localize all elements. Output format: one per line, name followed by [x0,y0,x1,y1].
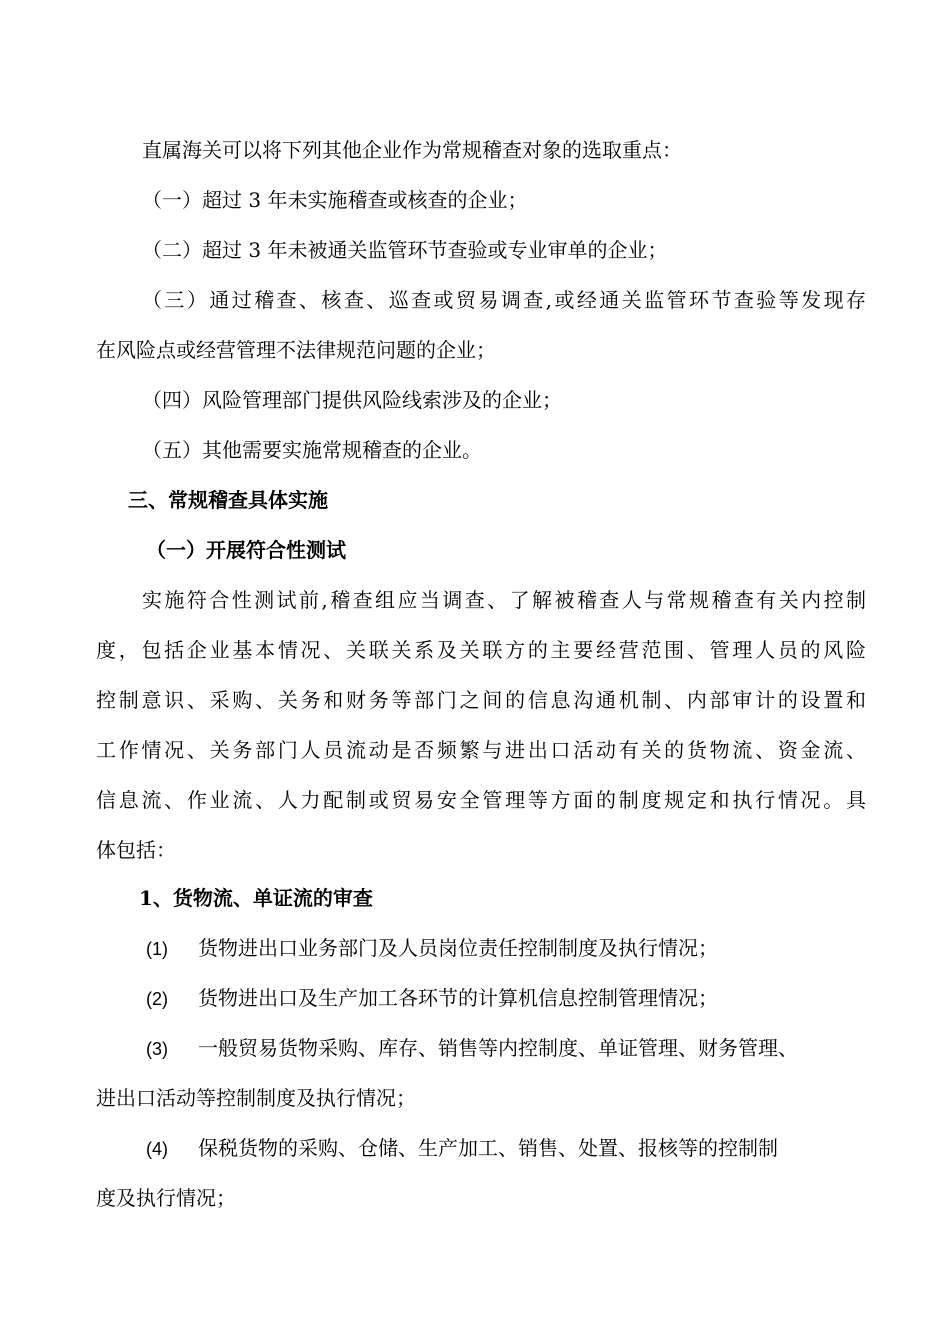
item-text: 一般贸易货物采购、库存、销售等内控制度、单证管理、财务管理、 [198,1036,798,1060]
numbered-item [142,1135,912,1162]
item-text: 货物进出口及生产加工各环节的计算机信息控制管理情况； [198,986,718,1010]
list-item: （五）其他需要实施常规稽查的企业。 [142,438,482,462]
list-item-continuation: 在风险点或经营管理不法律规范问题的企业； [96,338,496,362]
list-item: （三）通过稽查、核查、巡查或贸易调查,或经通关监管环节查验等发现存 [142,288,866,312]
numbered-item [142,935,912,962]
intro-line: 直属海关可以将下列其他企业作为常规稽查对象的选取重点： [142,138,682,162]
numbered-item-continuation: 进出口活动等控制制度及执行情况； [96,1086,416,1110]
item-heading: 1、货物流、单证流的审查 [139,886,373,910]
paragraph-line: 实施符合性测试前,稽查组应当调查、了解被稽查人与常规稽查有关内控制 [142,588,866,612]
paragraph-line: 工作情况、关务部门人员流动是否频繁与进出口活动有关的货物流、资金流、 [96,738,866,762]
item-text: 货物进出口业务部门及人员岗位责任控制制度及执行情况； [198,936,718,960]
list-item: （二）超过 3 年未被通关监管环节查验或专业审单的企业； [142,238,668,262]
list-item: （一）超过 3 年未实施稽查或核查的企业； [142,188,528,212]
item-number: (2) [146,989,168,1009]
sub-heading: （一）开展符合性测试 [146,538,346,562]
item-number: (3) [146,1039,168,1059]
numbered-item-continuation: 度及执行情况； [96,1186,236,1210]
paragraph-line: 体包括： [96,838,176,862]
item-text: 保税货物的采购、仓储、生产加工、销售、处置、报核等的控制制 [198,1136,778,1160]
list-item: （四）风险管理部门提供风险线索涉及的企业； [142,388,562,412]
item-number: (4) [146,1139,168,1159]
section-heading: 三、常规稽查具体实施 [128,488,328,512]
paragraph-line: 度，包括企业基本情况、关联关系及关联方的主要经营范围、管理人员的风险 [96,638,866,662]
paragraph-line: 控制意识、采购、关务和财务等部门之间的信息沟通机制、内部审计的设置和 [96,688,866,712]
numbered-item [142,1035,912,1062]
item-number: (1) [146,939,168,959]
paragraph-line: 信息流、作业流、人力配制或贸易安全管理等方面的制度规定和执行情况。具 [96,788,866,812]
numbered-item [142,985,912,1012]
